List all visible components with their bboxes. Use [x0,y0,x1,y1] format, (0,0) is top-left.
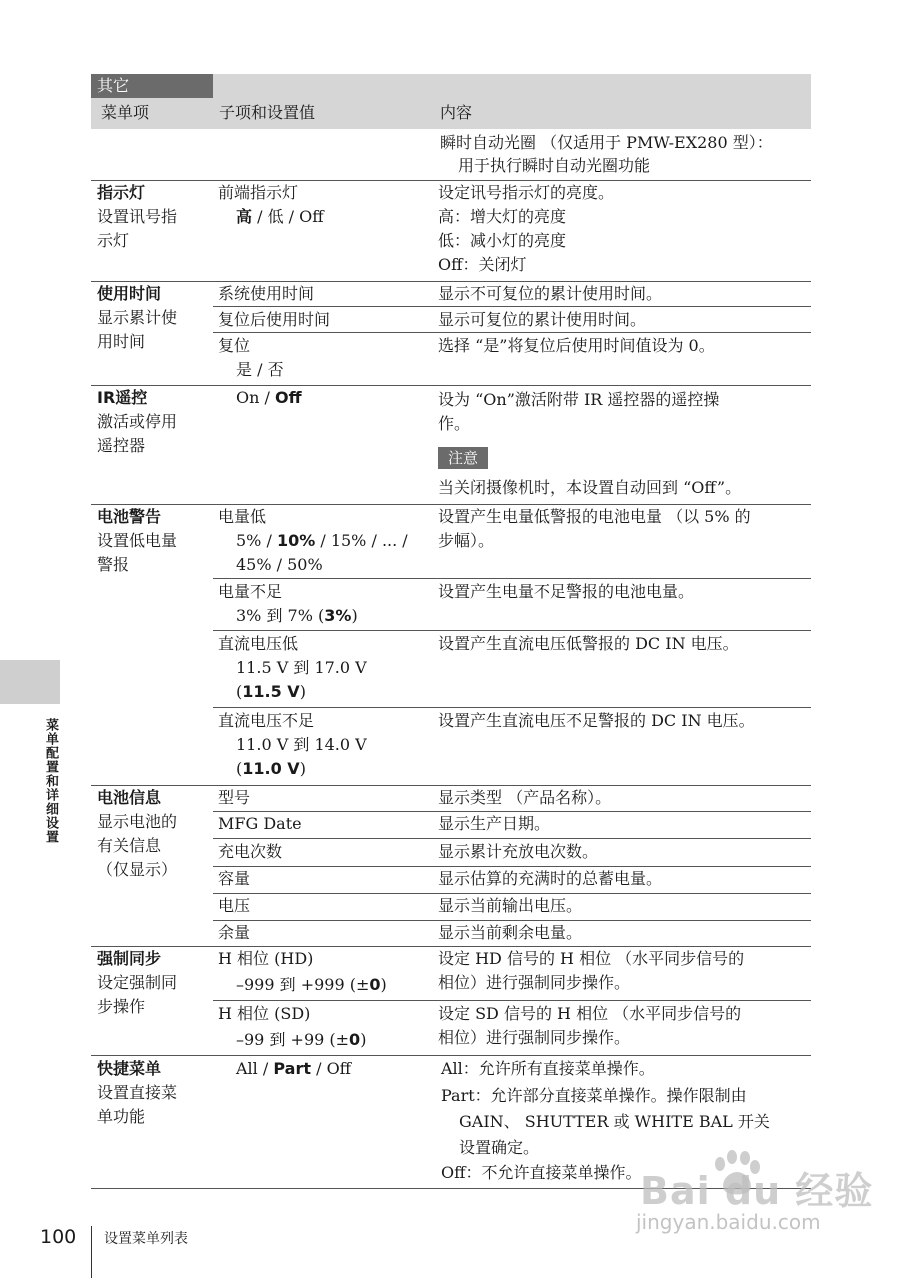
header-subitem: 子项和设置值 [219,103,316,122]
footer-title: 设置菜单列表 [104,1231,188,1247]
content-text: Off：关闭灯 [438,255,527,274]
divider [213,1000,811,1001]
note-badge: 注意 [438,447,488,469]
setting-values: 11.5 V 到 17.0 V [236,658,367,677]
content-text: 设为 “On”激活附带 IR 遥控器的遥控操 [438,390,720,409]
iris-line-1: 瞬时自动光圈 （仅适用于 PMW-EX280 型）： [440,133,773,152]
content-text: 相位）进行强制同步操作。 [438,1028,631,1047]
subitem: 容量 [218,869,251,888]
content-text: 显示累计充放电次数。 [438,842,599,861]
menu-desc: 用时间 [97,332,146,351]
content-text: 设置产生电量低警报的电池电量 （以 5% 的 [438,507,751,526]
iris-line-2: 用于执行瞬时自动光圈功能 [458,156,651,175]
setting-default: (11.5 V) [236,682,306,701]
content-text: 显示类型 （产品名称）。 [438,788,612,807]
subitem: 复位后使用时间 [218,310,331,329]
content-text: 设置产生电量不足警报的电池电量。 [438,582,695,601]
setting-default: (11.0 V) [236,759,306,778]
menu-desc: 显示累计使 [97,308,178,327]
content-text: Off：不允许直接菜单操作。 [441,1163,642,1182]
content-text: 设置产生直流电压低警报的 DC IN 电压。 [438,634,739,653]
menu-desc: 设置讯号指 [97,207,178,226]
side-chapter-label: 菜单配置和详细设置 [43,718,58,844]
subitem: H 相位 (HD) [218,949,314,968]
content-text: 显示当前输出电压。 [438,896,583,915]
menu-title-tally: 指示灯 [97,183,146,202]
subitem: 复位 [218,336,251,355]
menu-title-genlock: 强制同步 [97,949,162,968]
subitem: 充电次数 [218,842,283,861]
content-text: Part：允许部分直接菜单操作。操作限制由 [441,1086,747,1105]
watermark-url: jingyan.baidu.com [636,1210,821,1234]
divider [213,306,811,307]
menu-title-battery-info: 电池信息 [97,788,162,807]
watermark-brand: Bai du 经验 [640,1169,874,1213]
divider [213,707,811,708]
menu-desc: 警报 [97,555,130,574]
setting-values: –99 到 +99 (±0) [236,1030,367,1049]
menu-title-battery-alarm: 电池警告 [97,507,162,526]
footer-divider [91,1226,92,1278]
menu-title-direct-menu: 快捷菜单 [97,1059,162,1078]
menu-desc: （仅显示） [97,860,178,879]
content-text: 选择 “是”将复位后使用时间值设为 0。 [438,336,715,355]
content-text: 显示可复位的累计使用时间。 [438,310,647,329]
menu-desc: 激活或停用 [97,412,178,431]
menu-desc: 显示电池的 [97,812,178,831]
divider [91,385,811,386]
subitem: 电压 [218,896,251,915]
setting-values: 高 / 低 / Off [236,207,324,226]
subitem-front-tally: 前端指示灯 [218,183,299,202]
content-text: All：允许所有直接菜单操作。 [441,1059,655,1078]
setting-values: On / Off [236,388,302,407]
content-text: 设定 SD 信号的 H 相位 （水平同步信号的 [438,1004,742,1023]
subitem: 系统使用时间 [218,284,315,303]
menu-desc: 设定强制同 [97,973,178,992]
content-text: 显示估算的充满时的总蓄电量。 [438,869,663,888]
content-text: 作。 [438,414,471,433]
note-text: 当关闭摄像机时，本设置自动回到 “Off”。 [438,478,742,497]
menu-desc: 步操作 [97,997,146,1016]
subitem: 余量 [218,923,251,942]
setting-values: 45% / 50% [236,555,323,574]
content-text: 显示当前剩余电量。 [438,923,583,942]
menu-desc: 示灯 [97,231,130,250]
menu-desc: 设置低电量 [97,531,178,550]
divider [91,1055,811,1056]
divider [213,838,811,839]
content-text: GAIN、 SHUTTER 或 WHITE BAL 开关 [459,1112,770,1131]
header-menu-item: 菜单项 [101,103,150,122]
content-text: 低：减小灯的亮度 [438,231,567,250]
content-text: 设置确定。 [459,1138,540,1157]
menu-title-ir: IR遥控 [97,388,148,407]
subitem: 型号 [218,788,251,807]
menu-title-hours: 使用时间 [97,284,162,303]
menu-desc: 遥控器 [97,436,146,455]
subitem: MFG Date [218,814,302,833]
content-text: 步幅）。 [438,531,495,550]
content-text: 设定讯号指示灯的亮度。 [438,183,615,202]
subitem: 直流电压低 [218,634,299,653]
page-number: 100 [40,1226,77,1248]
setting-values: 是 / 否 [236,360,284,379]
menu-desc: 有关信息 [97,836,162,855]
setting-values: 5% / 10% / 15% / ... / [236,531,408,550]
side-tab-marker [0,660,60,704]
content-text: 设置产生直流电压不足警报的 DC IN 电压。 [438,711,755,730]
setting-values: 3% 到 7% (3%) [236,606,358,625]
menu-desc: 设置直接菜 [97,1083,178,1102]
content-text: 相位）进行强制同步操作。 [438,973,631,992]
setting-values: All / Part / Off [236,1059,352,1078]
subitem: H 相位 (SD) [218,1004,311,1023]
menu-desc: 单功能 [97,1107,146,1126]
subitem: 电量低 [218,507,267,526]
header-content: 内容 [440,103,473,122]
divider [213,332,811,333]
divider [213,630,811,631]
subitem: 电量不足 [218,582,283,601]
setting-values: 11.0 V 到 14.0 V [236,735,367,754]
content-text: 显示不可复位的累计使用时间。 [438,284,663,303]
content-text: 高：增大灯的亮度 [438,207,567,226]
subitem: 直流电压不足 [218,711,315,730]
content-text: 设定 HD 信号的 H 相位 （水平同步信号的 [438,949,745,968]
setting-values: –999 到 +999 (±0) [236,975,387,994]
content-text: 显示生产日期。 [438,814,551,833]
divider [213,578,811,579]
section-tag: 其它 [91,74,213,98]
